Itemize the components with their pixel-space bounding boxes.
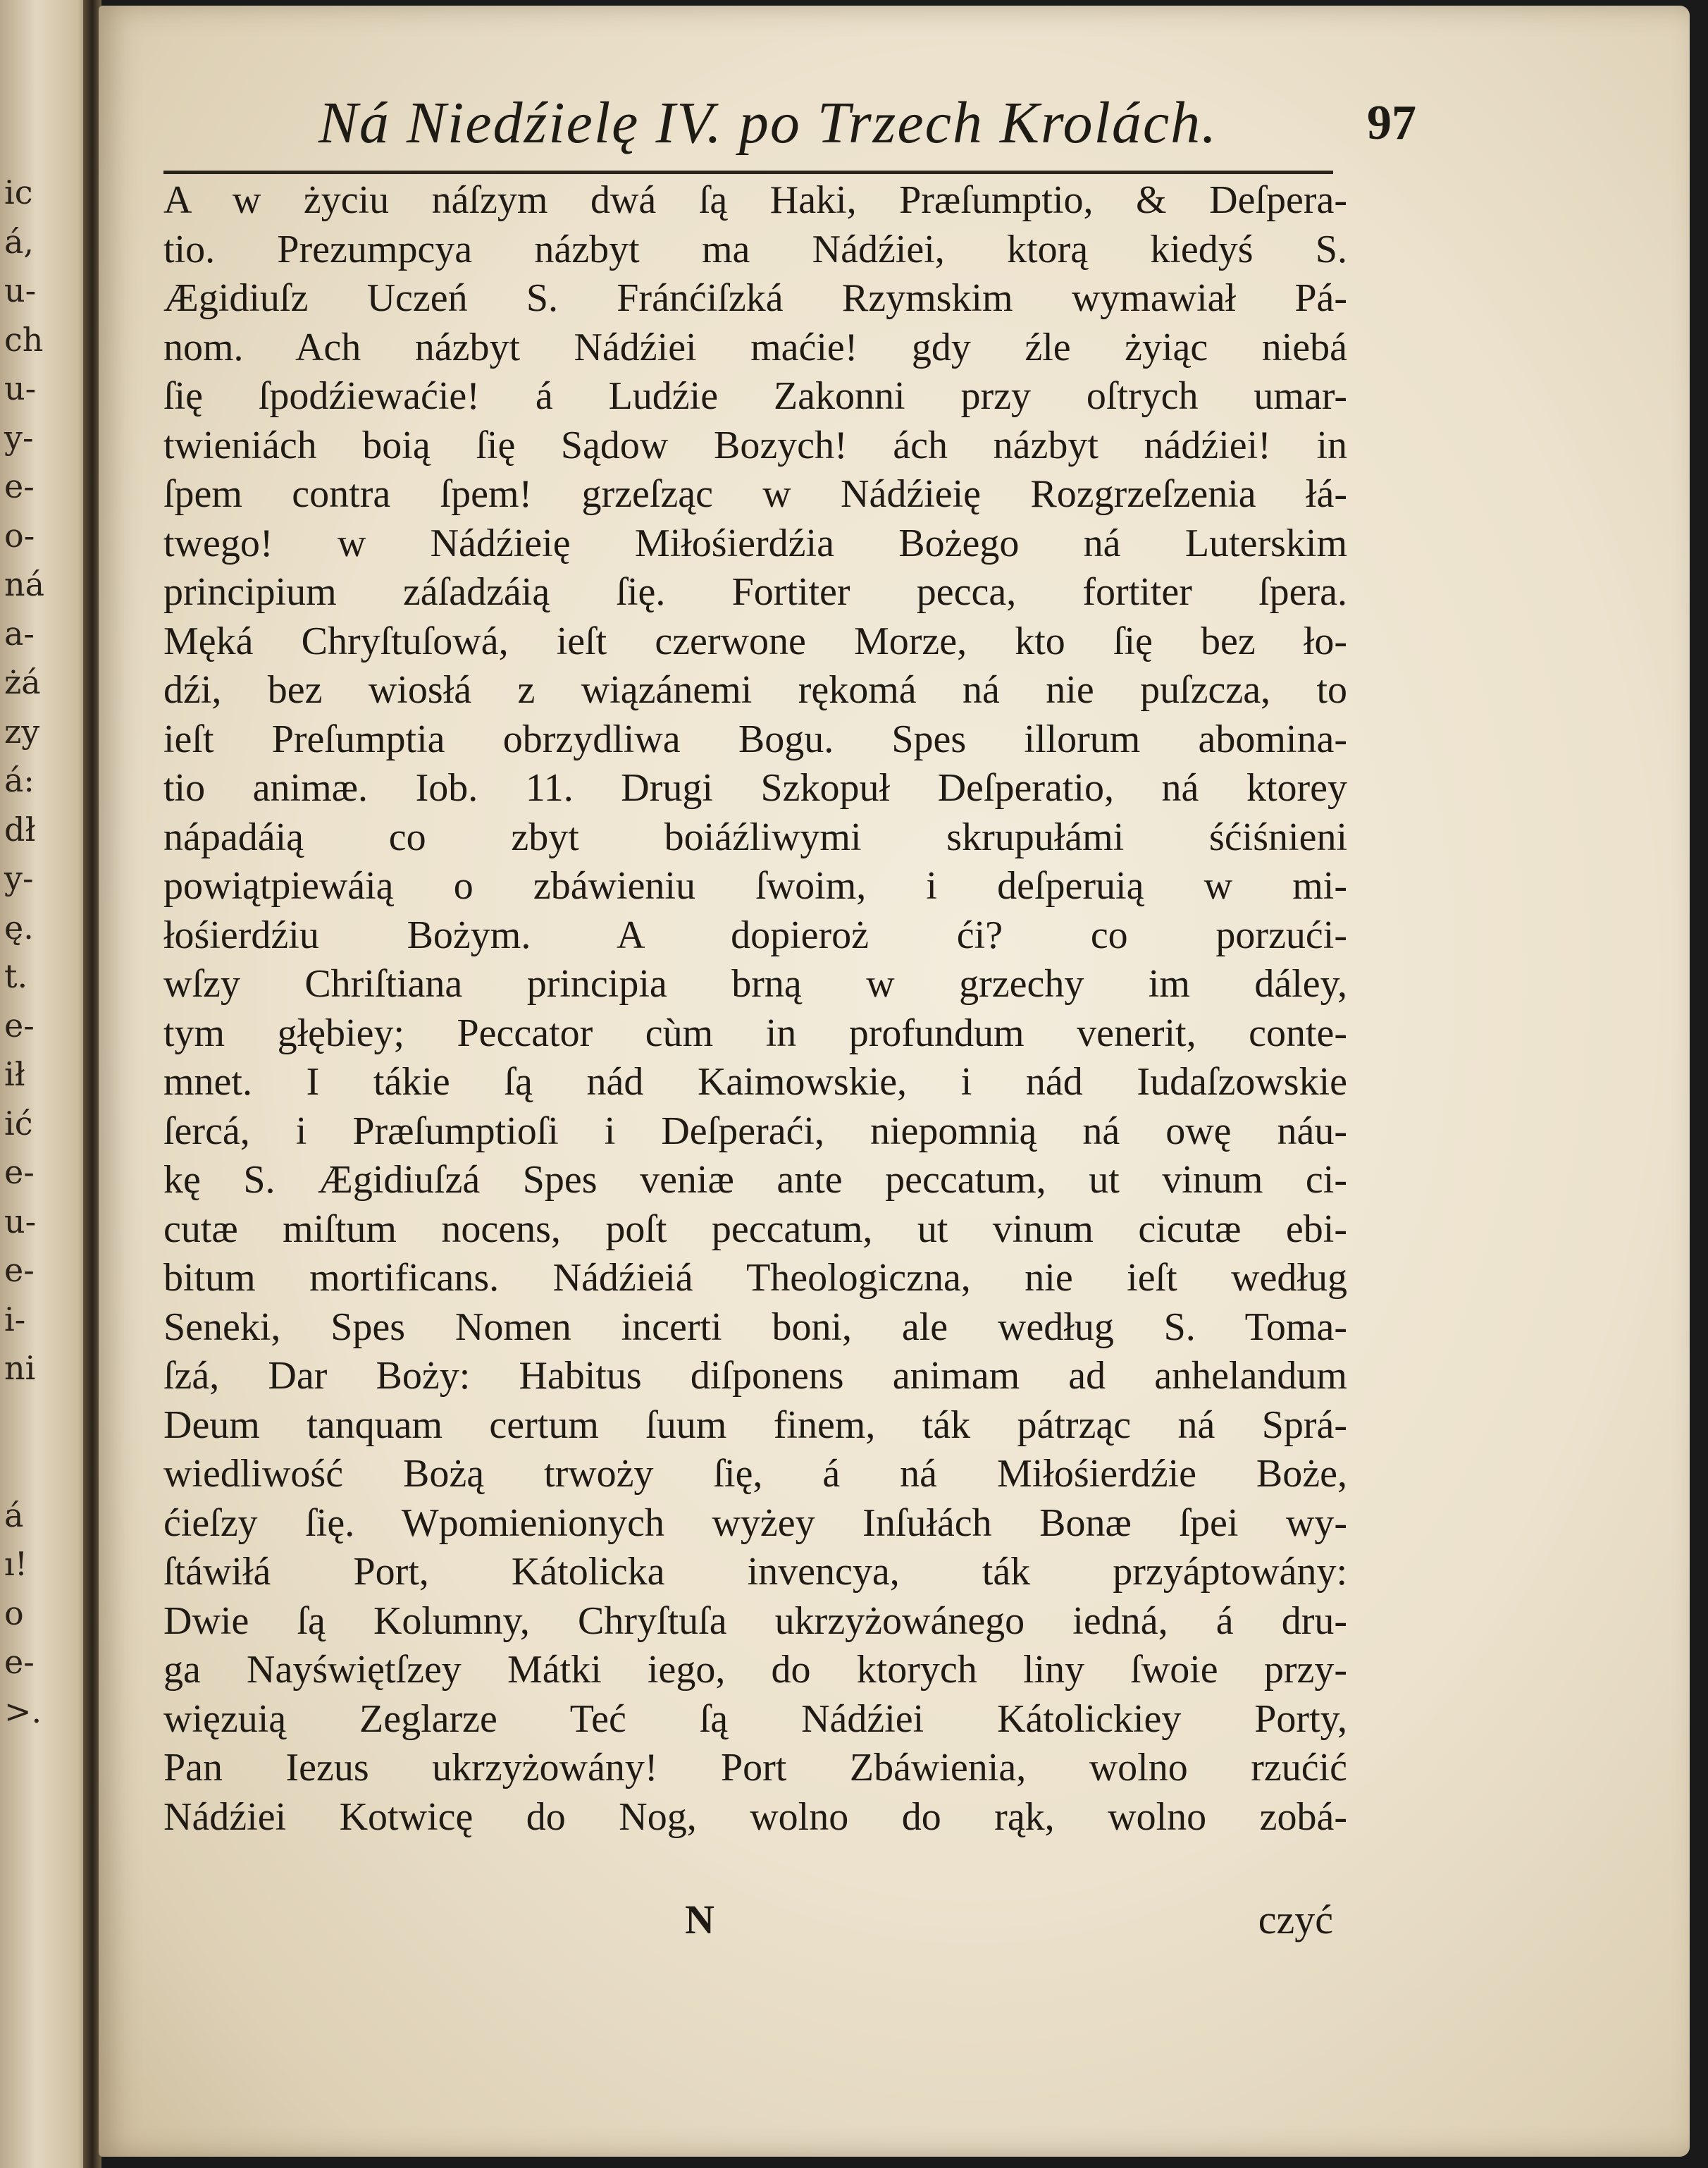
facing-page-fragment: ił xyxy=(4,1055,25,1093)
facing-page-fragment: e- xyxy=(4,1006,35,1045)
text-line: nápadáią co zbyt boiáźliwymi skrupułámi śćiśnieni xyxy=(163,815,1347,859)
facing-page-fragment: e- xyxy=(4,1643,35,1681)
text-line: ſpem contra ſpem! grzeſząc w Nádźieię Rozgrzeſzenia łá- xyxy=(163,472,1347,516)
page-footer xyxy=(163,1896,1333,1959)
text-line: Ægidiuſz Uczeń S. Fránćiſzká Rzymskim wymawiał Pá- xyxy=(163,276,1347,320)
text-line: ſtáwiłá Port, Kátolicka invencya, ták przyáptowány: xyxy=(163,1550,1347,1594)
facing-page-fragment: u- xyxy=(4,271,37,309)
text-line: A w życiu náſzym dwá ſą Haki, Præſumptio, & Deſpera- xyxy=(163,178,1347,222)
text-line: wſzy Chriſtiana principia brną w grzechy im dáley, xyxy=(163,962,1347,1006)
facing-page-fragment: u- xyxy=(4,369,37,407)
facing-page-fragment: e- xyxy=(4,1251,35,1289)
facing-page-fragment: >. xyxy=(4,1692,42,1730)
text-line: ga Nayświętſzey Mátki iego, do ktorych liny ſwoie przy- xyxy=(163,1648,1347,1692)
text-line: twieniách boią ſię Sądow Bozych! ách názbyt nádźiei! in xyxy=(163,423,1347,467)
page-number: 97 xyxy=(1367,96,1416,150)
text-line: ſzá, Dar Boży: Habitus diſponens animam ad anhelandum xyxy=(163,1354,1347,1398)
text-line: tio animæ. Iob. 11. Drugi Szkopuł Deſperatio, ná ktorey xyxy=(163,766,1347,810)
text-line: nom. Ach názbyt Nádźiei maćie! gdy źle żyiąc niebá xyxy=(163,325,1347,369)
facing-page-fragment: ná xyxy=(4,565,45,603)
facing-page-fragment: ic xyxy=(4,173,33,211)
text-line: Pan Iezus ukrzyżowány! Port Zbáwienia, wolno rzućić xyxy=(163,1746,1347,1790)
text-line: tym głębiey; Peccator cùm in profundum venerit, conte- xyxy=(163,1011,1347,1055)
facing-page-fragment: y- xyxy=(4,418,34,457)
facing-page-fragment: á xyxy=(4,1496,24,1534)
page-header xyxy=(275,85,1416,169)
text-line: wiedliwość Bożą trwoży ſię, á ná Miłośierdźie Boże, xyxy=(163,1452,1347,1496)
header-rule xyxy=(163,171,1333,174)
text-line: bitum mortificans. Nádźieiá Theologiczna, nie ieſt według xyxy=(163,1256,1347,1300)
facing-page-fragment: u- xyxy=(4,1202,37,1240)
text-line: ſercá, i Præſumptioſi i Deſperaći, niepomnią ná owę náu- xyxy=(163,1109,1347,1153)
facing-page-fragment: dł xyxy=(4,810,36,849)
text-line: ſię ſpodźiewaćie! á Ludźie Zakonni przy oſtrych umar- xyxy=(163,374,1347,418)
text-line: Dwie ſą Kolumny, Chryſtuſa ukrzyżowánego iedná, á dru- xyxy=(163,1599,1347,1643)
facing-page-fragment: ę. xyxy=(4,908,34,947)
facing-page-fragment: t. xyxy=(4,957,28,995)
text-line: tio. Prezumpcya názbyt ma Nádźiei, ktorą kiedyś S. xyxy=(163,227,1347,271)
text-line: powiątpiewáią o zbáwieniu ſwoim, i deſperuią w mi- xyxy=(163,864,1347,908)
text-line: principium záſadzáią ſię. Fortiter pecca, fortiter ſpera. xyxy=(163,570,1347,614)
facing-page-fragment: ı! xyxy=(4,1545,28,1583)
text-line: Męká Chryſtuſowá, ieſt czerwone Morze, kto ſię bez ło- xyxy=(163,619,1347,663)
catchword: czyć xyxy=(1258,1897,1333,1942)
text-line: ieſt Preſumptia obrzydliwa Bogu. Spes illorum abomina- xyxy=(163,717,1347,761)
facing-page-fragment: ić xyxy=(4,1104,33,1142)
facing-page-fragment: a- xyxy=(4,614,35,653)
text-line: więzuią Zeglarze Teć ſą Nádźiei Kátolickiey Porty, xyxy=(163,1696,1347,1741)
text-line: cutæ miſtum nocens, poſt peccatum, ut vinum cicutæ ebi- xyxy=(163,1207,1347,1251)
facing-page-fragment: i- xyxy=(4,1300,26,1338)
signature-mark: N xyxy=(685,1897,714,1942)
text-line: ćieſzy ſię. Wpomienionych wyżey Inſułách Bonæ ſpei wy- xyxy=(163,1501,1347,1545)
facing-page-fragment: á: xyxy=(4,761,35,799)
facing-page-fragment: á, xyxy=(4,222,35,261)
text-line: Nádźiei Kotwicę do Nog, wolno do rąk, wolno zobá- xyxy=(163,1794,1347,1839)
text-line: dźi, bez wiosłá z wiązánemi rękomá ná nie puſzcza, to xyxy=(163,668,1347,712)
body-text xyxy=(163,176,1347,1842)
facing-page-fragment: e- xyxy=(4,467,35,505)
facing-page-fragment: ni xyxy=(4,1349,36,1387)
text-line: mnet. I tákie ſą nád Kaimowskie, i nád Iudaſzowskie xyxy=(163,1060,1347,1104)
text-line: Seneki, Spes Nomen incerti boni, ale według S. Toma- xyxy=(163,1305,1347,1349)
left-page-edge xyxy=(0,0,92,2168)
facing-page-fragment: o xyxy=(4,1594,24,1632)
text-line: twego! w Nádźieię Miłośierdźia Bożego ná Luterskim xyxy=(163,521,1347,565)
facing-page-fragment: żá xyxy=(4,663,41,701)
facing-page-fragment: o- xyxy=(4,516,35,555)
facing-page-fragment: e- xyxy=(4,1153,35,1191)
running-title: Ná Niedźielę IV. po Trzech Krolách. xyxy=(318,90,1218,156)
facing-page-fragment: ch xyxy=(4,320,44,359)
facing-page-fragment: zy xyxy=(4,712,40,751)
text-line: kę S. Ægidiuſzá Spes veniæ ante peccatum, ut vinum ci- xyxy=(163,1158,1347,1202)
text-line: Deum tanquam certum ſuum finem, ták pátrząc ná Sprá- xyxy=(163,1403,1347,1447)
text-line: łośierdźiu Bożym. A dopieroż ći? co porzući- xyxy=(163,913,1347,957)
facing-page-fragment: y- xyxy=(4,859,34,897)
